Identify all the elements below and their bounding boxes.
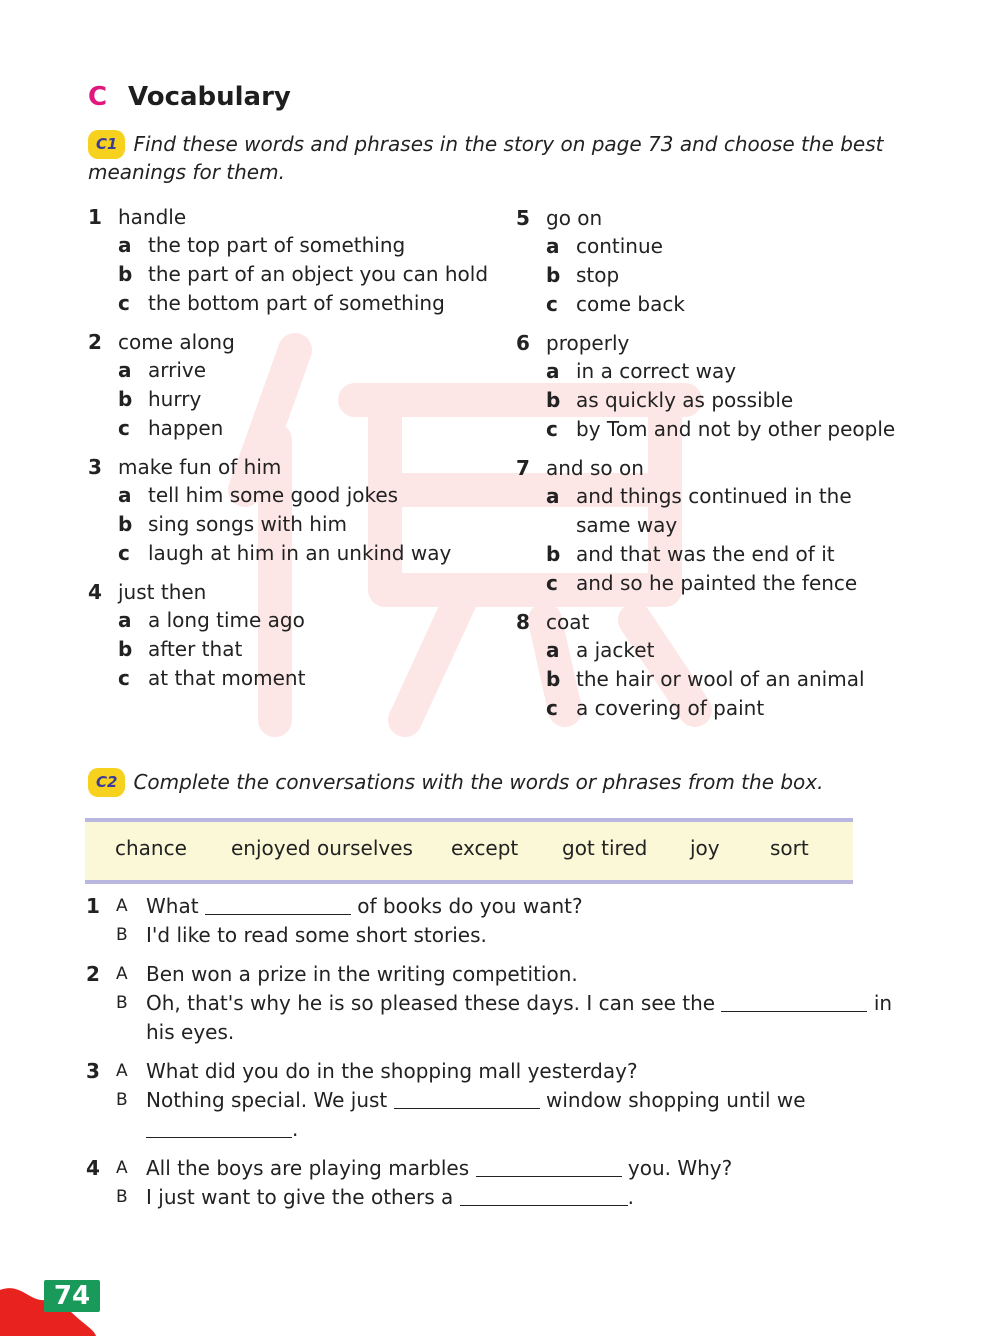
option[interactable]: c and so he painted the fence	[546, 571, 858, 595]
c1-left-column	[88, 202, 508, 702]
question-term: handle	[118, 204, 187, 229]
question-term: coat	[546, 609, 590, 634]
question-term: just then	[118, 579, 207, 604]
answer-blank[interactable]	[146, 1117, 292, 1138]
option[interactable]: c the bottom part of something	[118, 291, 445, 315]
question: 6 properly a in a correct way b as quickly as possible c by Tom and not by other people	[516, 328, 906, 444]
c1-right-column	[516, 203, 906, 732]
question: 2 come along a arrive b hurry c happen	[88, 327, 508, 443]
question: 8 coat a a jacket b the hair or wool of an animal c a covering of paint	[516, 607, 906, 723]
question-term: make fun of him	[118, 454, 282, 479]
question: 3 make fun of him a tell him some good jokes b sing songs with him c laugh at him in an unkind way	[88, 452, 508, 568]
conversation: 2 A Ben won a prize in the writing competition. B Oh, that's why he is so pleased these days. I can see the in his eyes.	[86, 962, 893, 1044]
page-number: 74	[44, 1280, 100, 1312]
option[interactable]: c by Tom and not by other people	[546, 417, 896, 441]
question-term: and so on	[546, 455, 644, 480]
option[interactable]: b as quickly as possible	[546, 388, 794, 412]
c2-badge: C2	[88, 768, 125, 797]
conversation: 4 A All the boys are playing marbles you. Why? B I just want to give the others a .	[86, 1156, 733, 1209]
option[interactable]: a tell him some good jokes	[118, 483, 399, 507]
question-term: come along	[118, 329, 235, 354]
c1-instruction: C1 Find these words and phrases in the story on page 73 and choose the best meanings for them.	[88, 132, 884, 184]
question: 4 just then a a long time ago b after that c at that moment	[88, 577, 508, 693]
question-term: go on	[546, 205, 603, 230]
section-heading	[88, 82, 291, 112]
c2-instruction: C2 Complete the conversations with the words or phrases from the box.	[88, 768, 823, 797]
question: 1 handle a the top part of something b the part of an object you can hold c the bottom part of something	[88, 202, 508, 318]
option[interactable]: c laugh at him in an unkind way	[118, 541, 452, 565]
word-box-item: sort	[770, 836, 809, 860]
word-box-item: enjoyed ourselves	[231, 836, 413, 860]
option[interactable]: a and things continued in the same way	[546, 484, 852, 537]
option[interactable]: b stop	[546, 263, 620, 287]
word-box	[85, 818, 853, 884]
option[interactable]: c come back	[546, 292, 685, 316]
option[interactable]: a a long time ago	[118, 608, 305, 632]
word-box-item: except	[451, 836, 519, 860]
answer-blank[interactable]	[476, 1156, 622, 1177]
option[interactable]: a in a correct way	[546, 359, 737, 383]
question: 5 go on a continue b stop c come back	[516, 203, 906, 319]
answer-blank[interactable]	[205, 894, 351, 915]
question-term: properly	[546, 330, 630, 355]
word-box-item: got tired	[562, 836, 648, 860]
answer-blank[interactable]	[394, 1088, 540, 1109]
word-box-item: chance	[115, 836, 187, 860]
question: 7 and so on a and things continued in the same way b and that was the end of it c and so he painted the fence	[516, 453, 906, 598]
section-title: Vocabulary	[128, 82, 291, 112]
option[interactable]: c at that moment	[118, 666, 306, 690]
option[interactable]: b sing songs with him	[118, 512, 348, 536]
word-box-item: joy	[690, 836, 720, 860]
option[interactable]: b after that	[118, 637, 243, 661]
option[interactable]: c a covering of paint	[546, 696, 765, 720]
option[interactable]: b the part of an object you can hold	[118, 262, 489, 286]
conversation: 3 A What did you do in the shopping mall yesterday? B Nothing special. We just window shopping until we .	[86, 1059, 806, 1141]
answer-blank[interactable]	[460, 1185, 628, 1206]
option[interactable]: b hurry	[118, 387, 202, 411]
option[interactable]: a arrive	[118, 358, 207, 382]
c1-badge: C1	[88, 130, 125, 159]
option[interactable]: c happen	[118, 416, 224, 440]
option[interactable]: a a jacket	[546, 638, 655, 662]
option[interactable]: b and that was the end of it	[546, 542, 835, 566]
answer-blank[interactable]	[721, 991, 867, 1012]
conversation: 1 A What of books do you want? B I'd like to read some short stories.	[86, 894, 583, 947]
option[interactable]: b the hair or wool of an animal	[546, 667, 865, 691]
section-letter: C	[88, 82, 108, 112]
option[interactable]: a continue	[546, 234, 663, 258]
option[interactable]: a the top part of something	[118, 233, 406, 257]
